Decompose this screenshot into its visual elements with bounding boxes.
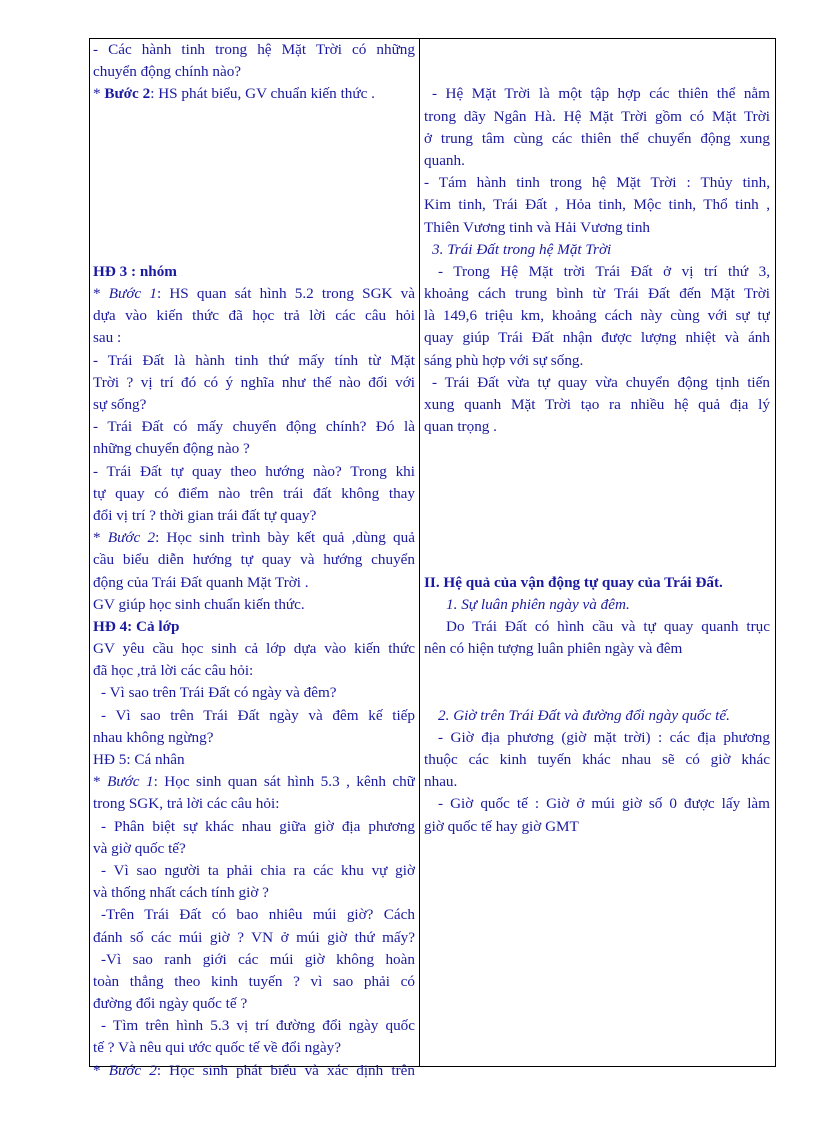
step-text: : Học sinh quan sát hình 5.3 , kênh chữ [153, 773, 415, 791]
text-line: giờ quốc tế hay giờ GMT [424, 817, 579, 835]
section-heading: II. Hệ quả của vận động tự quay của Trái Đất. [424, 573, 723, 591]
text-line: - Giờ địa phương (giờ mặt trời) : các địa phương [438, 728, 770, 746]
text-line: Kim tinh, Trái Đất , Hỏa tinh, Mộc tinh, Thổ tinh , [424, 196, 770, 214]
activities-column [93, 39, 415, 1082]
step-label: Bước 2 [107, 529, 156, 547]
step-label: Bước 2 [108, 1061, 157, 1079]
text-line: tự quay có điểm nào trên trái đất không thay [93, 484, 415, 502]
step-text: : Học sinh phát biểu và xác định trên [156, 1061, 415, 1079]
bullet-star: * [93, 285, 109, 303]
text-line: - Trái Đất là hành tinh thứ mấy tính từ Mặt [93, 351, 415, 369]
activity-heading: HĐ 4: Cả lớp [93, 617, 180, 635]
activity-heading: HĐ 5: Cá nhân [93, 751, 185, 768]
text-line: GV giúp học sinh chuẩn kiến thức. [93, 595, 305, 613]
text-line: Thiên Vương tinh và Hải Vương tinh [424, 218, 651, 236]
text-line: - Trái Đất tự quay theo hướng nào? Trong khi [93, 462, 415, 480]
text-line: - Vì sao trên Trái Đất có ngày và đêm? [101, 684, 337, 702]
content-column [424, 39, 770, 838]
subsection-title: 1. Sự luân phiên ngày và đêm. [446, 595, 630, 613]
step-label: Bước 2 [104, 85, 151, 103]
text-line: -Trên Trái Đất có bao nhiêu múi giờ? Cách [101, 906, 415, 924]
text-line: đã học ,trả lời các câu hỏi: [93, 662, 254, 680]
text-line: - Vì sao trên Trái Đất ngày và đêm kế tiếp [101, 706, 415, 724]
text-line: GV yêu cầu học sinh cả lớp dựa vào kiến thức [93, 640, 415, 658]
text-line: khoảng cách trung bình từ Trái Đất đến Mặt Trời [424, 285, 770, 303]
text-line: cầu biểu diễn hướng tự quay và hướng chuyển [93, 551, 415, 569]
text-line: chuyển động chính nào? [93, 63, 242, 81]
step-line [93, 83, 415, 105]
text-line: những chuyển động nào ? [93, 440, 250, 458]
activity-heading: HĐ 3 : nhóm [93, 262, 177, 280]
lesson-table [89, 38, 776, 1079]
text-line: động của Trái Đất quanh Mặt Trời . [93, 573, 309, 591]
text-line: - Tám hành tinh trong hệ Mặt Trời : Thủy tinh, [424, 174, 770, 192]
text-line: nên có hiện tượng luân phiên ngày và đêm [424, 640, 683, 658]
step-line [93, 527, 415, 549]
text-line: toàn thẳng theo kinh tuyến ? vì sao phải có [93, 972, 415, 990]
bullet-star: * [93, 85, 105, 103]
text-line: và giờ quốc tế? [93, 839, 186, 857]
text-line: tế ? Và nêu qui ước quốc tế về đổi ngày? [93, 1039, 341, 1057]
step-text: : HS phát biểu, GV chuẩn kiến thức . [150, 85, 375, 103]
text-line: thuộc các kinh tuyến khác nhau sẽ có giờ khác [424, 751, 770, 768]
bullet-star: * [93, 529, 108, 547]
text-line: và thống nhất cách tính giờ ? [93, 884, 269, 902]
text-line: trong SGK, trả lời các câu hỏi: [93, 795, 280, 813]
text-line: - Vì sao người ta phải chia ra các khu vự giờ [101, 861, 415, 879]
text-line: - Phân biệt sự khác nhau giữa giờ địa phương [101, 817, 415, 835]
step-line [93, 771, 415, 793]
text-line: sự sống? [93, 396, 147, 413]
text-line: - Trái Đất có mấy chuyển động chính? Đó là [93, 418, 415, 436]
text-line: sau : [93, 329, 122, 347]
step-text: : Học sinh trình bày kết quả ,dùng quả [155, 529, 415, 547]
text-line: Trời ? vị trí đó có ý nghĩa như thế nào đối với [93, 373, 415, 391]
text-line: quanh. [424, 151, 465, 169]
text-line: Do Trái Đất có hình cầu và tự quay quanh trục [446, 617, 770, 635]
text-line: dựa vào kiến thức đã học trả lời các câu hỏi [93, 307, 415, 325]
text-line: nhau không ngừng? [93, 728, 214, 746]
text-line: quan trọng . [424, 418, 497, 436]
text-line: là 149,6 triệu km, khoảng cách này cùng với sự tự [424, 307, 770, 325]
text-line: đường đổi ngày quốc tế ? [93, 995, 248, 1013]
text-line: - Trái Đất vừa tự quay vừa chuyển động tịnh tiến [432, 373, 770, 391]
step-label: Bước 1 [107, 773, 154, 791]
step-line [93, 283, 415, 305]
step-label: Bước 1 [108, 285, 157, 303]
text-line: - Tìm trên hình 5.3 vị trí đường đổi ngày quốc [101, 1017, 415, 1035]
text-line: - Trong Hệ Mặt trời Trái Đất ở vị trí thứ 3, [438, 262, 770, 280]
subsection-title: 2. Giờ trên Trái Đất và đường đổi ngày quốc tế. [438, 706, 730, 724]
text-line: - Hệ Mặt Trời là một tập hợp các thiên thể nằm [432, 85, 770, 103]
text-line: sáng phù hợp với sự sống. [424, 351, 584, 369]
bullet-star: * [93, 1061, 109, 1079]
bullet-star: * [93, 773, 108, 791]
text-line: - Các hành tinh trong hệ Mặt Trời có những [93, 41, 415, 58]
text-line: ở trung tâm cùng các thiên thể chuyển động xung [424, 129, 770, 147]
text-line: -Vì sao ranh giới các múi giờ không hoàn [101, 950, 415, 968]
text-line: nhau. [424, 773, 458, 791]
text-line: - Giờ quốc tế : Giờ ở múi giờ số 0 được lấy làm [438, 795, 770, 813]
step-line [93, 1060, 415, 1082]
text-line: xung quanh Mặt Trời tạo ra nhiều hệ quả địa lý [424, 396, 770, 413]
text-line: quay giúp Trái Đất nhận được lượng nhiệt và ánh [424, 329, 770, 347]
text-line: trong dãy Ngân Hà. Hệ Mặt Trời gồm có Mặt Trời [424, 107, 770, 125]
text-line: đổi vị trí ? thời gian trái đất tự quay? [93, 506, 317, 524]
column-divider [419, 39, 420, 1066]
section-title: 3. Trái Đất trong hệ Mặt Trời [432, 240, 612, 258]
step-text: : HS quan sát hình 5.2 trong SGK và [156, 285, 415, 303]
text-line: đánh số các múi giờ ? VN ở múi giờ thứ mấy? [93, 928, 415, 946]
